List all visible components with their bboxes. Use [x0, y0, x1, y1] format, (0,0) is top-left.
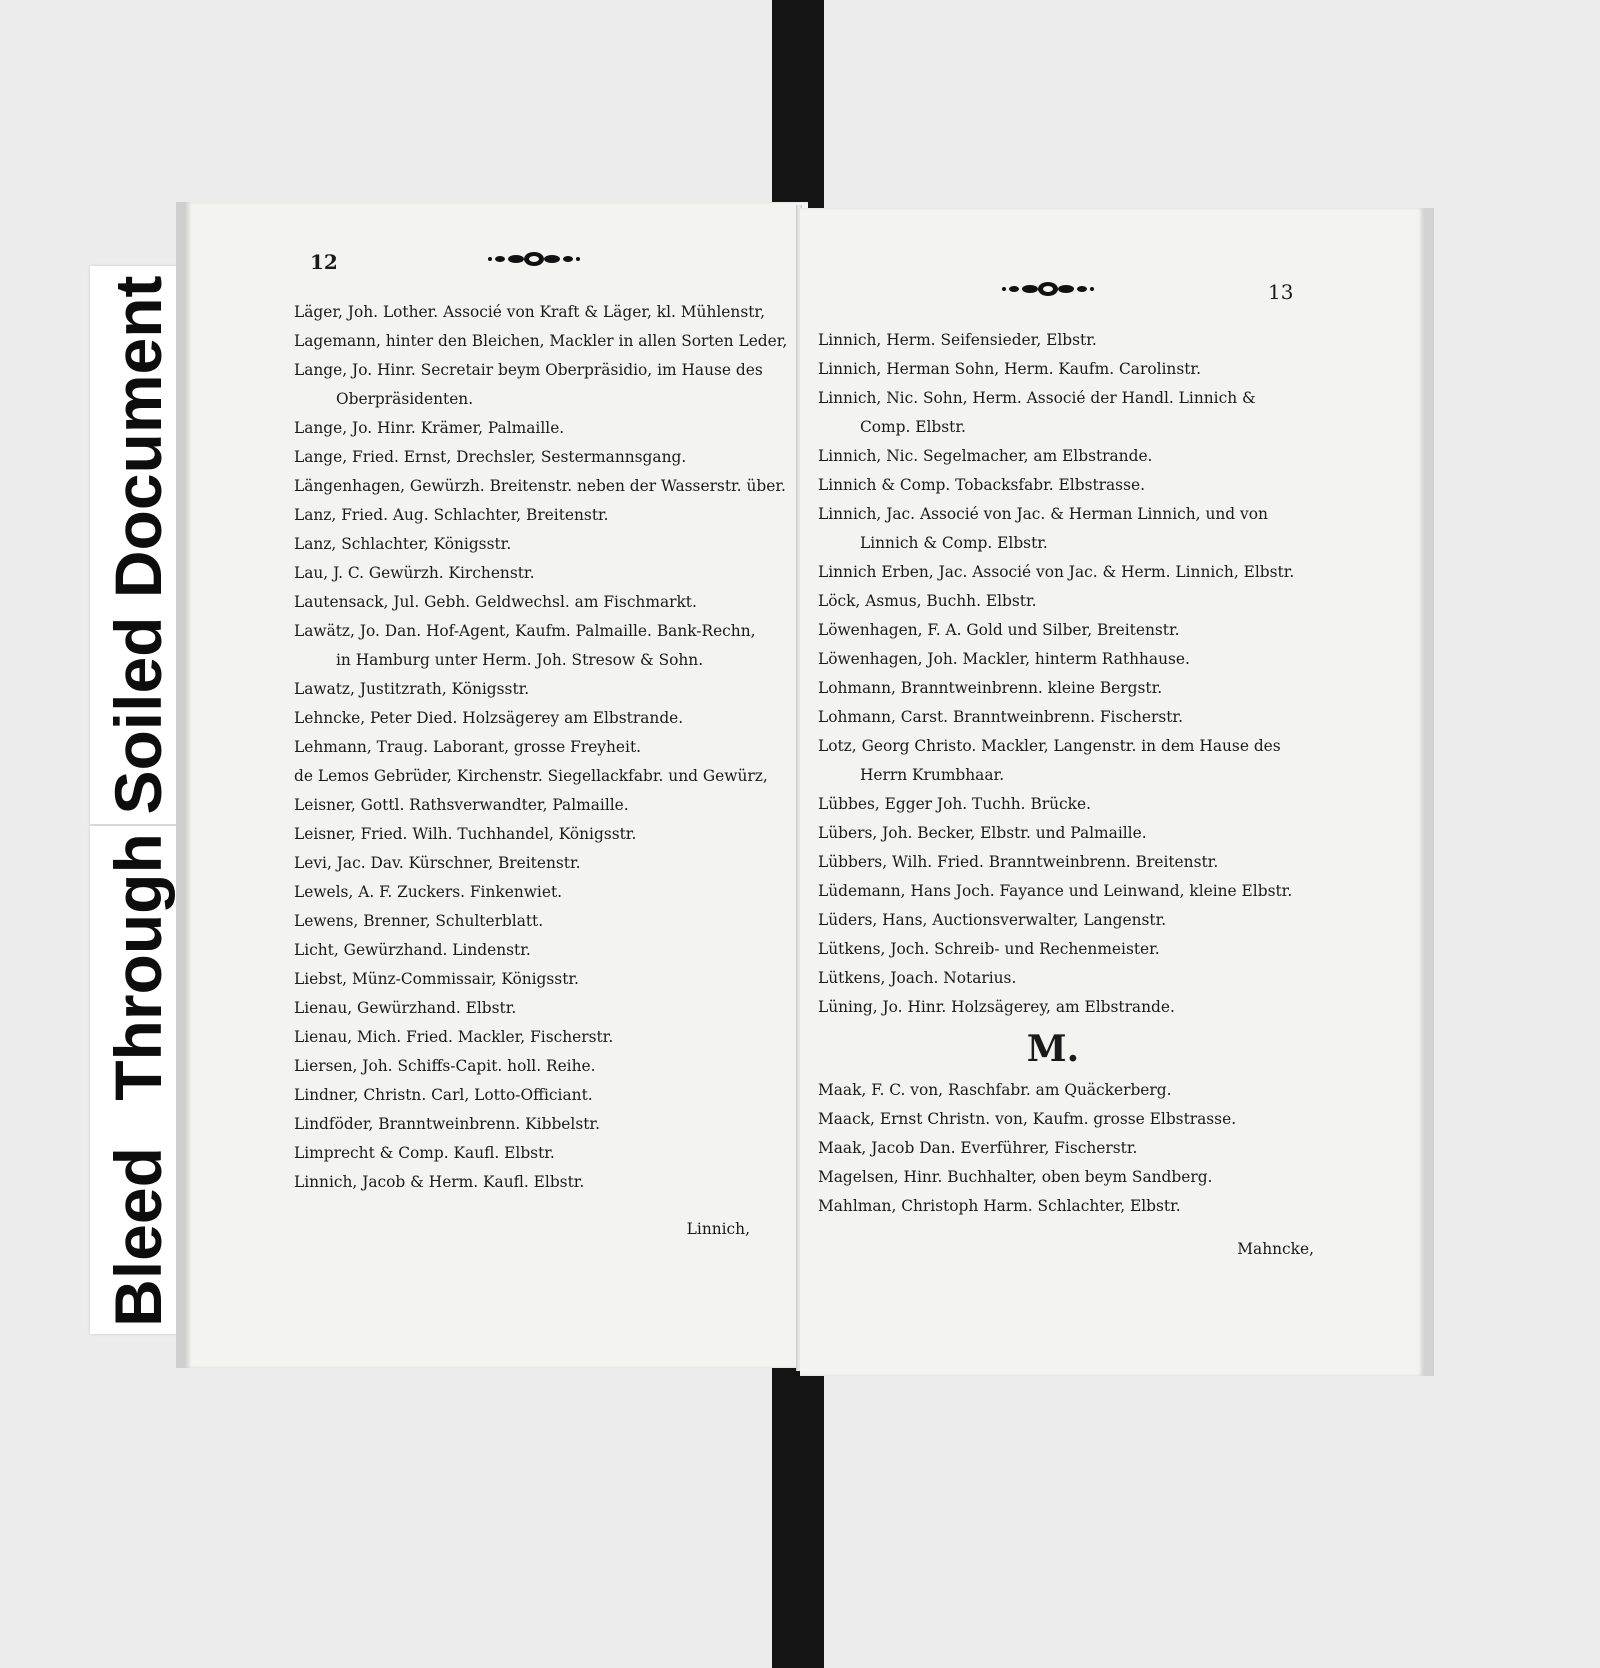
directory-entry: Lanz, Schlachter, Königsstr. [294, 535, 512, 553]
directory-entry: Linnich, Nic. Sohn, Herm. Associé der Handl. Linnich & [818, 389, 1256, 407]
directory-entry: Linnich & Comp. Elbstr. [860, 534, 1048, 552]
bleed-through-text: Bleed Through [101, 833, 175, 1327]
directory-entry: Lanz, Fried. Aug. Schlachter, Breitenstr. [294, 506, 609, 524]
directory-entry: in Hamburg unter Herm. Joh. Stresow & Sohn. [336, 651, 704, 669]
directory-entry: Lütkens, Joach. Notarius. [818, 969, 1017, 987]
directory-entry: Lehncke, Peter Died. Holzsägerey am Elbstrande. [294, 709, 684, 727]
right-catchword: Mahncke, [1237, 1240, 1314, 1258]
directory-entry: Lienau, Gewürzhand. Elbstr. [294, 999, 517, 1017]
directory-entry: Löwenhagen, F. A. Gold und Silber, Breitenstr. [818, 621, 1180, 639]
directory-entry: Lau, J. C. Gewürzh. Kirchenstr. [294, 564, 535, 582]
directory-entry: Lohmann, Branntweinbrenn. kleine Bergstr. [818, 679, 1163, 697]
directory-entry: Levi, Jac. Dav. Kürschner, Breitenstr. [294, 854, 581, 872]
directory-entry: Herrn Krumbhaar. [860, 766, 1005, 784]
directory-entry: Lindner, Christn. Carl, Lotto-Officiant. [294, 1086, 593, 1104]
directory-entry: Läger, Joh. Lother. Associé von Kraft & Läger, kl. Mühlenstr, [294, 303, 765, 321]
binder-clip-top [772, 0, 824, 210]
directory-entry: Maak, F. C. von, Raschfabr. am Quäckerberg. [818, 1081, 1172, 1099]
directory-entry: Lübers, Joh. Becker, Elbstr. und Palmaille. [818, 824, 1147, 842]
directory-entry: Lange, Jo. Hinr. Secretair beym Oberpräsidio, im Hause des [294, 361, 763, 379]
directory-entry: Leisner, Fried. Wilh. Tuchhandel, Königsstr. [294, 825, 637, 843]
directory-entry: Linnich, Jac. Associé von Jac. & Herman Linnich, und von [818, 505, 1268, 523]
ornament-icon [1000, 278, 1096, 300]
directory-entry: Linnich Erben, Jac. Associé von Jac. & Herm. Linnich, Elbstr. [818, 563, 1295, 581]
directory-entry: Lübbers, Wilh. Fried. Branntweinbrenn. Breitenstr. [818, 853, 1219, 871]
binder-clip-bottom [772, 1368, 824, 1668]
directory-entry: Mahlman, Christoph Harm. Schlachter, Elbstr. [818, 1197, 1181, 1215]
directory-entry: Lange, Jo. Hinr. Krämer, Palmaille. [294, 419, 565, 437]
directory-entry: Linnich, Nic. Segelmacher, am Elbstrande. [818, 447, 1153, 465]
ornament-icon [486, 248, 582, 270]
directory-entry: Lagemann, hinter den Bleichen, Mackler in allen Sorten Leder, [294, 332, 788, 350]
right-page-number: 13 [1268, 280, 1294, 304]
directory-entry: Comp. Elbstr. [860, 418, 966, 436]
soiled-document-label [90, 266, 186, 824]
directory-entry: Linnich, Herman Sohn, Herm. Kaufm. Carolinstr. [818, 360, 1201, 378]
directory-entry: Linnich & Comp. Tobacksfabr. Elbstrasse. [818, 476, 1145, 494]
bleed-through-label [90, 826, 186, 1334]
directory-entry: Lüdemann, Hans Joch. Fayance und Leinwand, kleine Elbstr. [818, 882, 1293, 900]
directory-entry: Maack, Ernst Christn. von, Kaufm. grosse Elbstrasse. [818, 1110, 1237, 1128]
directory-entry: Lübbes, Egger Joh. Tuchh. Brücke. [818, 795, 1091, 813]
directory-entry: Liersen, Joh. Schiffs-Capit. holl. Reihe. [294, 1057, 596, 1075]
directory-entry: Linnich, Herm. Seifensieder, Elbstr. [818, 331, 1097, 349]
directory-entry: Lüders, Hans, Auctionsverwalter, Langenstr. [818, 911, 1167, 929]
directory-entry: Licht, Gewürzhand. Lindenstr. [294, 941, 531, 959]
directory-entry: Löck, Asmus, Buchh. Elbstr. [818, 592, 1037, 610]
left-entry-list [294, 298, 788, 1197]
directory-entry: Lütkens, Joch. Schreib- und Rechenmeister. [818, 940, 1160, 958]
directory-entry: Löwenhagen, Joh. Mackler, hinterm Rathhause. [818, 650, 1190, 668]
directory-entry: Lindföder, Branntweinbrenn. Kibbelstr. [294, 1115, 600, 1133]
directory-entry: Linnich, Jacob & Herm. Kaufl. Elbstr. [294, 1173, 585, 1191]
directory-entry: de Lemos Gebrüder, Kirchenstr. Siegellackfabr. und Gewürz, [294, 767, 768, 785]
directory-entry: Maak, Jacob Dan. Everführer, Fischerstr. [818, 1139, 1138, 1157]
directory-entry: Lange, Fried. Ernst, Drechsler, Sestermannsgang. [294, 448, 687, 466]
directory-entry: Lohmann, Carst. Branntweinbrenn. Fischerstr. [818, 708, 1183, 726]
right-entry-list [818, 326, 1308, 1221]
directory-entry: Längenhagen, Gewürzh. Breitenstr. neben der Wasserstr. über. [294, 477, 786, 495]
directory-entry: Lewens, Brenner, Schulterblatt. [294, 912, 544, 930]
directory-entry: Liebst, Münz-Commissair, Königsstr. [294, 970, 579, 988]
directory-entry: Limprecht & Comp. Kaufl. Elbstr. [294, 1144, 555, 1162]
directory-entry: Lawätz, Jo. Dan. Hof-Agent, Kaufm. Palmaille. Bank-Rechn, [294, 622, 756, 640]
directory-entry: Lautensack, Jul. Gebh. Geldwechsl. am Fischmarkt. [294, 593, 697, 611]
left-page [176, 202, 808, 1368]
directory-entry: Leisner, Gottl. Rathsverwandter, Palmaille. [294, 796, 629, 814]
directory-entry: Lewels, A. F. Zuckers. Finkenwiet. [294, 883, 563, 901]
left-page-number: 12 [310, 250, 338, 274]
left-catchword: Linnich, [686, 1220, 750, 1238]
directory-entry: Lüning, Jo. Hinr. Holzsägerey, am Elbstrande. [818, 998, 1175, 1016]
right-page [800, 208, 1434, 1376]
directory-entry: Lotz, Georg Christo. Mackler, Langenstr. in dem Hause des [818, 737, 1281, 755]
directory-entry: Lehmann, Traug. Laborant, grosse Freyheit. [294, 738, 642, 756]
directory-entry: Lienau, Mich. Fried. Mackler, Fischerstr. [294, 1028, 614, 1046]
directory-entry: Magelsen, Hinr. Buchhalter, oben beym Sandberg. [818, 1168, 1213, 1186]
directory-entry: Oberpräsidenten. [336, 390, 474, 408]
section-letter-heading: M. [1026, 1028, 1080, 1070]
soiled-document-text: Soiled Document [101, 275, 175, 815]
directory-entry: Lawatz, Justitzrath, Königsstr. [294, 680, 530, 698]
